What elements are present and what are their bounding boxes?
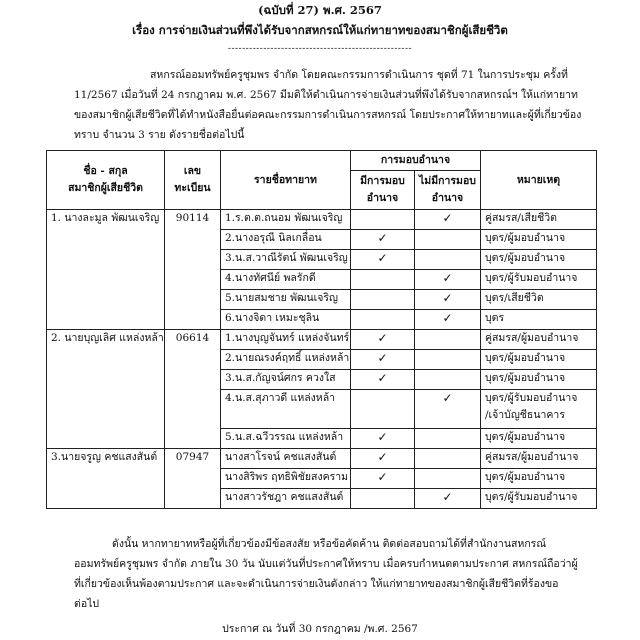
header-not-delegated-line1: ไม่มีการมอบ	[419, 175, 476, 187]
table-row	[47, 449, 597, 469]
delegated-check	[351, 210, 415, 230]
heir-name: 2.นายณรงค์ฤทธิ์ แหล่งหล้า	[221, 350, 351, 370]
intro-line-2: 11/2567 เมื่อวันที่ 24 กรกฎาคม พ.ศ. 2567 มีมติให้ดำเนินการจ่ายเงินส่วนที่พึงได้รับจากสหกรณ์ฯ ให้แก่ทายาท	[74, 89, 578, 101]
delegated-check: ✓	[351, 250, 415, 270]
delegated-check	[351, 310, 415, 330]
delegated-check	[351, 290, 415, 310]
heir-name: 2.นางอรุณี นิลเกลื่อน	[221, 230, 351, 250]
heir-remark: บุตร/ผู้มอบอำนาจ	[481, 230, 597, 250]
header-member-line2: สมาชิกผู้เสียชีวิต	[68, 182, 143, 194]
intro-line-3: ของสมาชิกผู้เสียชีวิตที่ได้ทำหนังสือยื่นต่อคณะกรรมการดำเนินการสหกรณ์ โดยประกาศให้ทายาทและผู้ที่เกี่ยวข้อง	[74, 109, 582, 121]
not-delegated-check: ✓	[415, 390, 481, 429]
closing-line-2: ออมทรัพย์ครูชุมพร จำกัด ภายใน 30 วัน นับแต่วันที่ประกาศให้ทราบ เมื่อครบกำหนดตามประกาศ สหกรณ์ถือว่าผู้	[74, 558, 578, 570]
heir-remark: บุตร/ผู้มอบอำนาจ	[481, 370, 597, 390]
not-delegated-check	[415, 449, 481, 469]
delegated-check: ✓	[351, 469, 415, 489]
delegated-check: ✓	[351, 230, 415, 250]
heir-remark: บุตร/ผู้มอบอำนาจ	[481, 250, 597, 270]
heir-name: นางสาวรัชฎา คชแสงสันต์	[221, 489, 351, 509]
not-delegated-check: ✓	[415, 489, 481, 509]
heir-name: 6.นางจิดา เหมะชุลิน	[221, 310, 351, 330]
header-heirs: รายชื่อทายาท	[221, 151, 351, 210]
heir-name: 3.น.ส.กัญจน์ศกร ควงใส	[221, 370, 351, 390]
not-delegated-check	[415, 350, 481, 370]
not-delegated-check	[415, 330, 481, 350]
header-reg-line1: เลข	[183, 165, 202, 177]
header-not-delegated-line2: อำนาจ	[431, 192, 464, 204]
announcement-date: ประกาศ ณ วันที่ 30 กรกฎาคม /พ.ศ. 2567	[222, 623, 418, 635]
intro-line-1: สหกรณ์ออมทรัพย์ครูชุมพร จำกัด โดยคณะกรรมการดำเนินการ ชุดที่ 71 ในการประชุม ครั้งที่	[150, 69, 568, 81]
heir-remark-line1: บุตร/ผู้รับมอบอำนาจ	[485, 392, 578, 404]
header-delegated	[351, 171, 415, 210]
not-delegated-check	[415, 230, 481, 250]
heir-remark: บุตร	[481, 310, 597, 330]
heir-name: 1.นางบุญจันทร์ แหล่งจันทร์	[221, 330, 351, 350]
delegated-check: ✓	[351, 330, 415, 350]
table-row	[47, 330, 597, 350]
member-reg-no: 07947	[165, 449, 221, 509]
delegated-check	[351, 489, 415, 509]
heir-remark: บุตร/ผู้รับมอบอำนาจ	[481, 270, 597, 290]
member-name: 1. นางละมูล พัฒนเจริญ	[47, 210, 165, 330]
header-remarks: หมายเหตุ	[481, 151, 597, 210]
header-member-line1: ชื่อ - สกุล	[83, 165, 128, 177]
heir-remark: คู่สมรส/ผู้มอบอำนาจ	[481, 330, 597, 350]
heir-remark: บุตร/ผู้มอบอำนาจ	[481, 350, 597, 370]
not-delegated-check	[415, 429, 481, 449]
header-delegated-line2: อำนาจ	[366, 192, 399, 204]
intro-line-4: ทราบ จำนวน 3 ราย ดังรายชื่อต่อไปนี้	[74, 129, 245, 141]
heir-remark: คู่สมรส/เสียชีวิต	[481, 210, 597, 230]
not-delegated-check: ✓	[415, 210, 481, 230]
header-reg-no	[165, 151, 221, 210]
closing-line-4: ต่อไป	[74, 598, 100, 610]
not-delegated-check: ✓	[415, 290, 481, 310]
not-delegated-check: ✓	[415, 310, 481, 330]
member-reg-no: 06614	[165, 330, 221, 449]
delegated-check: ✓	[351, 449, 415, 469]
heir-name: 5.น.ส.ฉวีวรรณ แหล่งหล้า	[221, 429, 351, 449]
heir-name: 3.น.ส.วาณีรัตน์ พัฒนเจริญ	[221, 250, 351, 270]
not-delegated-check: ✓	[415, 270, 481, 290]
closing-line-1: ดังนั้น หากทายาทหรือผู้ที่เกี่ยวข้องมีข้อสงสัย หรือข้อคัดค้าน ติดต่อสอบถามได้ที่สำนักงานสหกรณ์	[112, 538, 547, 550]
header-delegated-line1: มีการมอบ	[360, 175, 405, 187]
header-member	[47, 151, 165, 210]
delegated-check	[351, 270, 415, 290]
heir-remark: บุตร/ผู้รับมอบอำนาจ	[481, 489, 597, 509]
heirs-table	[46, 150, 597, 509]
member-reg-no: 90114	[165, 210, 221, 330]
header-authority-group: การมอบอำนาจ	[351, 151, 481, 171]
heir-name: 4.นางทัศนีย์ พลรักดี	[221, 270, 351, 290]
heir-remark: บุตร/ผู้มอบอำนาจ	[481, 469, 597, 489]
member-name: 3.นายจรูญ คชแสงสันต์	[47, 449, 165, 509]
announcement-subject: เรื่อง การจ่ายเงินส่วนที่พึงได้รับจากสหกรณ์ให้แก่ทายาทของสมาชิกผู้เสียชีวิต	[132, 23, 508, 37]
heir-remark	[481, 390, 597, 429]
title-divider: ----------------------------------------------------	[227, 44, 413, 54]
heir-name: 4.น.ส.สุภาวดี แหล่งหล้า	[221, 390, 351, 429]
announcement-number: (ฉบับที่ 27) พ.ศ. 2567	[258, 3, 382, 17]
header-reg-line2: ทะเบียน	[174, 182, 211, 194]
heir-remark: คู่สมรส/ผู้มอบอำนาจ	[481, 449, 597, 469]
heir-name: 5.นายสมชาย พัฒนเจริญ	[221, 290, 351, 310]
closing-line-3: ที่เกี่ยวข้องเห็นพ้องตามประกาศ และจะดำเนินการจ่ายเงินดังกล่าว ให้แก่ทายาทของสมาชิกผู้เสียชีวิตที่ร้องขอ	[74, 578, 559, 590]
not-delegated-check	[415, 370, 481, 390]
table-row	[47, 210, 597, 230]
delegated-check	[351, 390, 415, 429]
heir-remark: บุตร/เสียชีวิต	[481, 290, 597, 310]
not-delegated-check	[415, 469, 481, 489]
heir-name: นางสาโรจน์ คชแสงสันต์	[221, 449, 351, 469]
delegated-check: ✓	[351, 350, 415, 370]
header-not-delegated	[415, 171, 481, 210]
delegated-check: ✓	[351, 429, 415, 449]
delegated-check: ✓	[351, 370, 415, 390]
heir-remark-line2: /เจ้าบัญชีธนาคาร	[485, 409, 565, 421]
not-delegated-check	[415, 250, 481, 270]
member-name: 2. นายบุญเลิศ แหล่งหล้า	[47, 330, 165, 449]
heir-remark: บุตร/ผู้มอบอำนาจ	[481, 429, 597, 449]
heir-name: นางสิริพร ฤทธิพิชัยสงคราม	[221, 469, 351, 489]
heir-name: 1.ร.ต.ต.ถนอม พัฒนเจริญ	[221, 210, 351, 230]
